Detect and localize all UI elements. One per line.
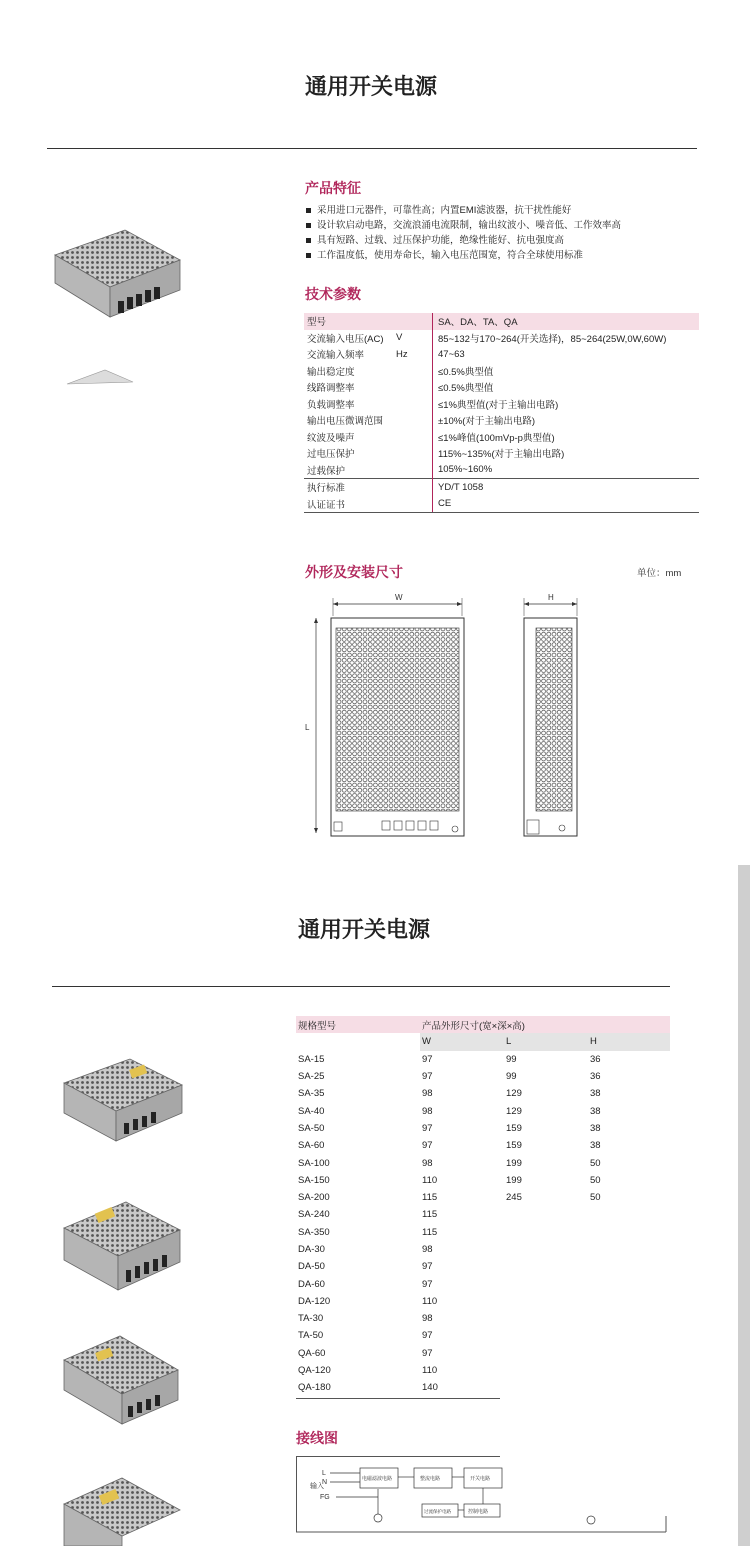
length-cell: 199 <box>506 1174 522 1186</box>
model-cell: QA-60 <box>298 1347 326 1359</box>
model-cell: SA-150 <box>298 1174 330 1186</box>
height-cell <box>588 1362 670 1379</box>
wiring-diagram <box>296 1456 674 1536</box>
table-row <box>296 1258 670 1275</box>
height-cell: 50 <box>590 1157 601 1169</box>
length-cell <box>504 1206 588 1223</box>
table-row <box>296 1293 670 1310</box>
length-cell <box>504 1345 588 1362</box>
model-cell: SA-100 <box>298 1157 330 1169</box>
height-dimension-label: H <box>548 593 554 602</box>
col-size-header: 产品外形尺寸(宽×深×高) <box>420 1016 670 1033</box>
length-cell: 159 <box>506 1140 522 1152</box>
bullet-icon <box>306 253 311 258</box>
table-row <box>296 1051 670 1068</box>
bullet-icon <box>306 238 311 243</box>
title-divider-2 <box>52 986 670 987</box>
models-table-bottom-rule <box>296 1398 500 1399</box>
bullet-icon <box>306 223 311 228</box>
table-row: 交流输入电压(AC) V 85~132与170~264(开关选择)，85~264(25W,0W,60W) <box>304 330 699 347</box>
product-photo-1 <box>60 1055 185 1150</box>
table-row: 线路调整率 ≤0.5%典型值 <box>304 379 699 396</box>
width-cell: 98 <box>422 1105 433 1117</box>
table-header-row <box>296 1016 670 1033</box>
list-item: 工作温度低，使用寿命长，输入电压范围宽，符合全球使用标准 <box>306 248 706 263</box>
height-cell: 38 <box>590 1088 601 1100</box>
table-row <box>296 1137 670 1154</box>
width-cell: 97 <box>422 1071 433 1083</box>
table-row: 交流输入频率 Hz 47~63 <box>304 346 699 363</box>
table-row: 输出电压微调范围 ±10%(对于主输出电路) <box>304 412 699 429</box>
product-photo-2 <box>60 1198 185 1298</box>
length-cell <box>504 1275 588 1292</box>
table-row: 负载调整率 ≤1%典型值(对于主输出电路) <box>304 396 699 413</box>
table-row: 型号 SA、DA、TA、QA <box>304 313 699 330</box>
table-row <box>296 1224 670 1241</box>
overcurrent-protection-box: 过流保护电路 <box>424 1509 451 1514</box>
length-cell: 245 <box>506 1192 522 1204</box>
table-row <box>296 1241 670 1258</box>
height-cell <box>588 1379 670 1396</box>
model-cell: DA-120 <box>298 1295 331 1307</box>
title-divider <box>47 148 697 149</box>
height-cell: 38 <box>590 1122 601 1134</box>
switch-circuit-box: 开关电路 <box>470 1476 491 1482</box>
length-cell: 99 <box>506 1053 517 1065</box>
model-cell: SA-35 <box>298 1088 325 1100</box>
page-title-2: 通用开关电源 <box>298 917 431 943</box>
table-row <box>296 1206 670 1223</box>
width-cell: 98 <box>422 1313 433 1325</box>
height-cell <box>588 1310 670 1327</box>
model-cell: SA-25 <box>298 1071 325 1083</box>
height-cell: 50 <box>590 1174 601 1186</box>
width-cell: 98 <box>422 1157 433 1169</box>
features-list <box>306 203 706 263</box>
table-row <box>296 1102 670 1119</box>
table-row: 执行标准 YD/T 1058 <box>304 479 699 496</box>
table-row <box>296 1085 670 1102</box>
unit-label: 单位：mm <box>637 568 682 579</box>
power-supply-photo-partial <box>65 368 135 386</box>
length-cell: 129 <box>506 1088 522 1100</box>
emi-filter-box: 电磁滤波电路 <box>362 1476 393 1482</box>
model-cell: SA-40 <box>298 1105 325 1117</box>
model-cell: DA-50 <box>298 1261 325 1273</box>
table-row <box>296 1310 670 1327</box>
control-circuit-box: 控制电路 <box>468 1509 489 1515</box>
table-row: 认证证书 CE <box>304 496 699 513</box>
dimensions-heading: 外形及安装尺寸 <box>305 564 403 580</box>
model-cell: SA-350 <box>298 1226 330 1238</box>
height-cell <box>588 1345 670 1362</box>
front-view-drawing <box>300 590 475 840</box>
input-label: 输入 <box>310 1483 324 1490</box>
length-cell <box>504 1241 588 1258</box>
model-cell: DA-60 <box>298 1278 325 1290</box>
width-cell: 97 <box>422 1140 433 1152</box>
length-cell: 129 <box>506 1105 522 1117</box>
model-cell: DA-30 <box>298 1244 325 1255</box>
width-cell: 97 <box>422 1122 433 1134</box>
width-cell: 98 <box>422 1088 433 1100</box>
table-row: 输出稳定度 ≤0.5%典型值 <box>304 363 699 380</box>
height-cell: 38 <box>590 1105 601 1117</box>
width-cell: 110 <box>422 1174 438 1186</box>
power-supply-photo <box>50 225 185 335</box>
model-cell: SA-15 <box>298 1053 325 1065</box>
length-cell <box>504 1362 588 1379</box>
features-heading: 产品特征 <box>305 180 361 196</box>
table-row <box>296 1189 670 1206</box>
product-photo-4 <box>60 1470 185 1546</box>
models-table <box>296 1016 670 1397</box>
specs-heading: 技术参数 <box>305 286 361 302</box>
terminal-n-label: N <box>322 1479 328 1486</box>
length-cell <box>504 1224 588 1241</box>
scrollbar[interactable] <box>738 865 750 1546</box>
list-item: 具有短路、过载、过压保护功能，绝缘性能好、抗电强度高 <box>306 233 706 248</box>
width-cell: 115 <box>422 1209 438 1221</box>
table-row: 过电压保护 115%~135%(对于主输出电路) <box>304 445 699 462</box>
height-cell <box>588 1206 670 1223</box>
table-row: 过载保护 105%~160% <box>304 462 699 479</box>
length-cell <box>504 1310 588 1327</box>
rectifier-box: 整流电路 <box>420 1476 441 1482</box>
length-cell: 159 <box>506 1122 522 1134</box>
table-row <box>296 1379 670 1396</box>
height-cell <box>588 1293 670 1310</box>
model-cell: QA-120 <box>298 1365 331 1377</box>
width-cell: 97 <box>422 1347 433 1359</box>
width-cell: 98 <box>422 1244 433 1255</box>
table-row <box>296 1275 670 1292</box>
list-item: 设计软启动电路，交流浪涌电流限制，输出纹波小、噪音低、工作效率高 <box>306 218 706 233</box>
width-cell: 110 <box>422 1295 438 1307</box>
model-cell: SA-200 <box>298 1192 330 1204</box>
height-cell <box>588 1275 670 1292</box>
width-cell: 97 <box>422 1261 433 1273</box>
model-cell: TA-30 <box>298 1313 324 1325</box>
model-cell: SA-60 <box>298 1140 325 1152</box>
page-title: 通用开关电源 <box>305 74 438 100</box>
bullet-icon <box>306 208 311 213</box>
height-cell <box>588 1224 670 1241</box>
table-subheader-row: W L H <box>296 1033 670 1050</box>
list-item: 采用进口元器件，可靠性高；内置EMI滤波器，抗干扰性能好 <box>306 203 706 218</box>
table-row <box>296 1362 670 1379</box>
length-cell <box>504 1327 588 1344</box>
specs-table <box>304 313 699 513</box>
width-cell: 97 <box>422 1053 433 1065</box>
table-row <box>296 1068 670 1085</box>
width-cell: 115 <box>422 1192 438 1204</box>
width-cell: 97 <box>422 1278 433 1290</box>
side-view-drawing <box>515 590 585 840</box>
table-row <box>296 1154 670 1171</box>
model-cell: TA-50 <box>298 1330 324 1342</box>
width-cell: 110 <box>422 1365 438 1377</box>
product-photo-3 <box>60 1330 185 1430</box>
height-cell: 38 <box>590 1140 601 1152</box>
wiring-heading: 接线图 <box>296 1430 338 1446</box>
width-cell: 97 <box>422 1330 433 1342</box>
col-model-header: 规格型号 <box>296 1016 420 1033</box>
length-cell <box>504 1379 588 1396</box>
table-row: 纹波及噪声 ≤1%峰值(100mVp-p典型值) <box>304 429 699 446</box>
model-cell: SA-240 <box>298 1209 330 1221</box>
length-cell: 199 <box>506 1157 522 1169</box>
terminal-l-label: L <box>322 1470 326 1477</box>
length-cell <box>504 1293 588 1310</box>
model-cell: QA-180 <box>298 1382 331 1394</box>
height-cell <box>588 1258 670 1275</box>
width-cell: 115 <box>422 1226 438 1238</box>
table-row <box>296 1327 670 1344</box>
terminal-fg-label: FG <box>320 1494 330 1501</box>
length-dimension-label: L <box>305 723 310 732</box>
table-row <box>296 1120 670 1137</box>
height-cell <box>588 1327 670 1344</box>
height-cell <box>588 1241 670 1258</box>
table-row <box>296 1345 670 1362</box>
width-dimension-label: W <box>395 593 403 602</box>
height-cell: 36 <box>590 1071 601 1083</box>
table-row <box>296 1172 670 1189</box>
model-cell: SA-50 <box>298 1122 325 1134</box>
width-cell: 140 <box>422 1382 438 1394</box>
height-cell: 50 <box>590 1192 601 1204</box>
length-cell <box>504 1258 588 1275</box>
length-cell: 99 <box>506 1071 517 1083</box>
height-cell: 36 <box>590 1053 601 1065</box>
